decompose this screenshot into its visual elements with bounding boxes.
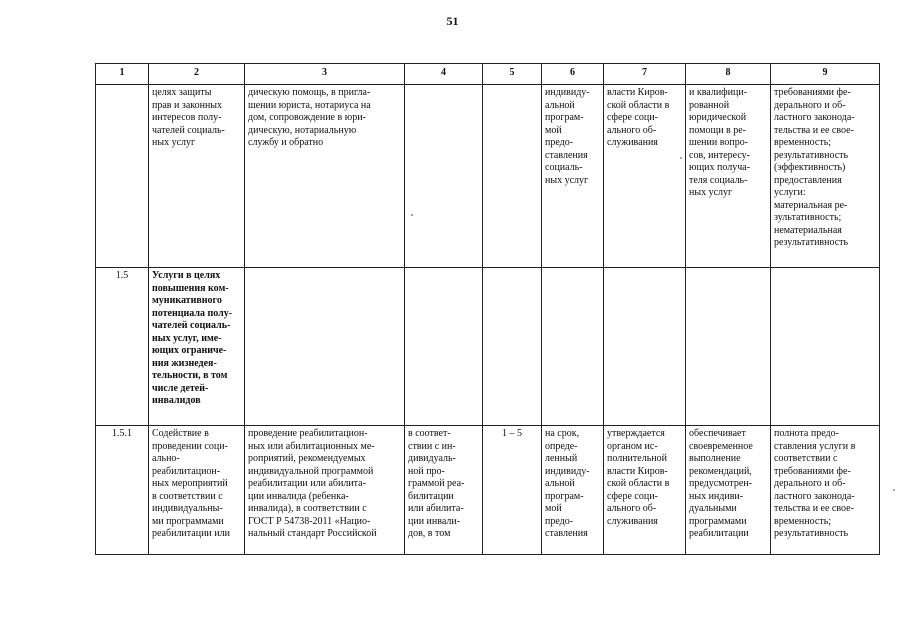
table-row (96, 268, 880, 426)
table-cell (542, 268, 604, 426)
table-cell: на срок, опреде- ленный индивиду- альной програм- мой предо- ставления (542, 426, 604, 555)
scan-speck (893, 489, 895, 491)
column-header-7: 7 (604, 64, 686, 85)
table-cell: Содействие в проведении соци- ально- реабилитацион- ных мероприятий в соответствии с индивидуальны- ми программами реабилитации или (149, 426, 245, 555)
table-cell: дическую помощь, в пригла- шении юриста, нотариуса на дом, сопровождение в юри- дическую, нотариальную службу и обратно (245, 85, 405, 268)
table-cell (405, 268, 483, 426)
column-header-8: 8 (686, 64, 771, 85)
table-cell: 1.5 (96, 268, 149, 426)
table-cell: индивиду- альной програм- мой предо- ставления социаль- ных услуг (542, 85, 604, 268)
header-row (96, 64, 880, 85)
scan-speck (680, 157, 682, 159)
table-cell (771, 268, 880, 426)
column-header-2: 2 (149, 64, 245, 85)
table-cell: утверждается органом ис- полнительной власти Киров- ской области в сфере соци- ального об- служивания (604, 426, 686, 555)
table-cell: полнота предо- ставления услуги в соответствии с требованиями фе- дерального и об- ластного законода- тельства и ее свое- временность; результативность (771, 426, 880, 555)
table-cell: власти Киров- ской области в сфере соци- ального об- служивания (604, 85, 686, 268)
table-row (96, 426, 880, 555)
table-cell (483, 85, 542, 268)
table-row (96, 85, 880, 268)
table-cell (96, 85, 149, 268)
table-cell: обеспечивает своевременное выполнение рекомендаций, предусмотрен- ных индиви- дуальными программами реабилитации (686, 426, 771, 555)
column-header-1: 1 (96, 64, 149, 85)
table-cell: требованиями фе- дерального и об- ластного законода- тельства и ее свое- временность; результативность (эффективность) предоставления услуги: материальная ре- зультативность; нематериальная результативность (771, 85, 880, 268)
column-header-3: 3 (245, 64, 405, 85)
scan-speck (411, 214, 413, 216)
section-heading-cell: Услуги в целях повышения ком- муникативного потенциала полу- чателей социаль- ных услуг, име- ющих ограниче- ния жизнедея- тельности, в том числе детей- инвалидов (149, 268, 245, 426)
table-cell (604, 268, 686, 426)
table-cell: и квалифици- рованной юридической помощи в ре- шении вопро- сов, интересу- ющих получа- теля социаль- ных услуг (686, 85, 771, 268)
table-cell: проведение реабилитацион- ных или абилитационных ме- роприятий, рекомендуемых индивидуальной программой реабилитации или абилита- ции инвалида (ребенка- инвалида), в соответствии с ГОСТ Р 54738-2011 «Нацио- нальный стандарт Российской (245, 426, 405, 555)
table-cell: 1 – 5 (483, 426, 542, 555)
column-header-5: 5 (483, 64, 542, 85)
page-number: 51 (446, 14, 459, 28)
table-cell (483, 268, 542, 426)
table-cell: 1.5.1 (96, 426, 149, 555)
table-cell (245, 268, 405, 426)
column-header-9: 9 (771, 64, 880, 85)
column-header-4: 4 (405, 64, 483, 85)
table-cell (686, 268, 771, 426)
table-cell: целях защиты прав и законных интересов полу- чателей социаль- ных услуг (149, 85, 245, 268)
table-cell: в соответ- ствии с ин- дивидуаль- ной про- граммой реа- билитации или абилита- ции инвали- дов, в том (405, 426, 483, 555)
services-table (95, 63, 880, 555)
table-cell (405, 85, 483, 268)
column-header-6: 6 (542, 64, 604, 85)
